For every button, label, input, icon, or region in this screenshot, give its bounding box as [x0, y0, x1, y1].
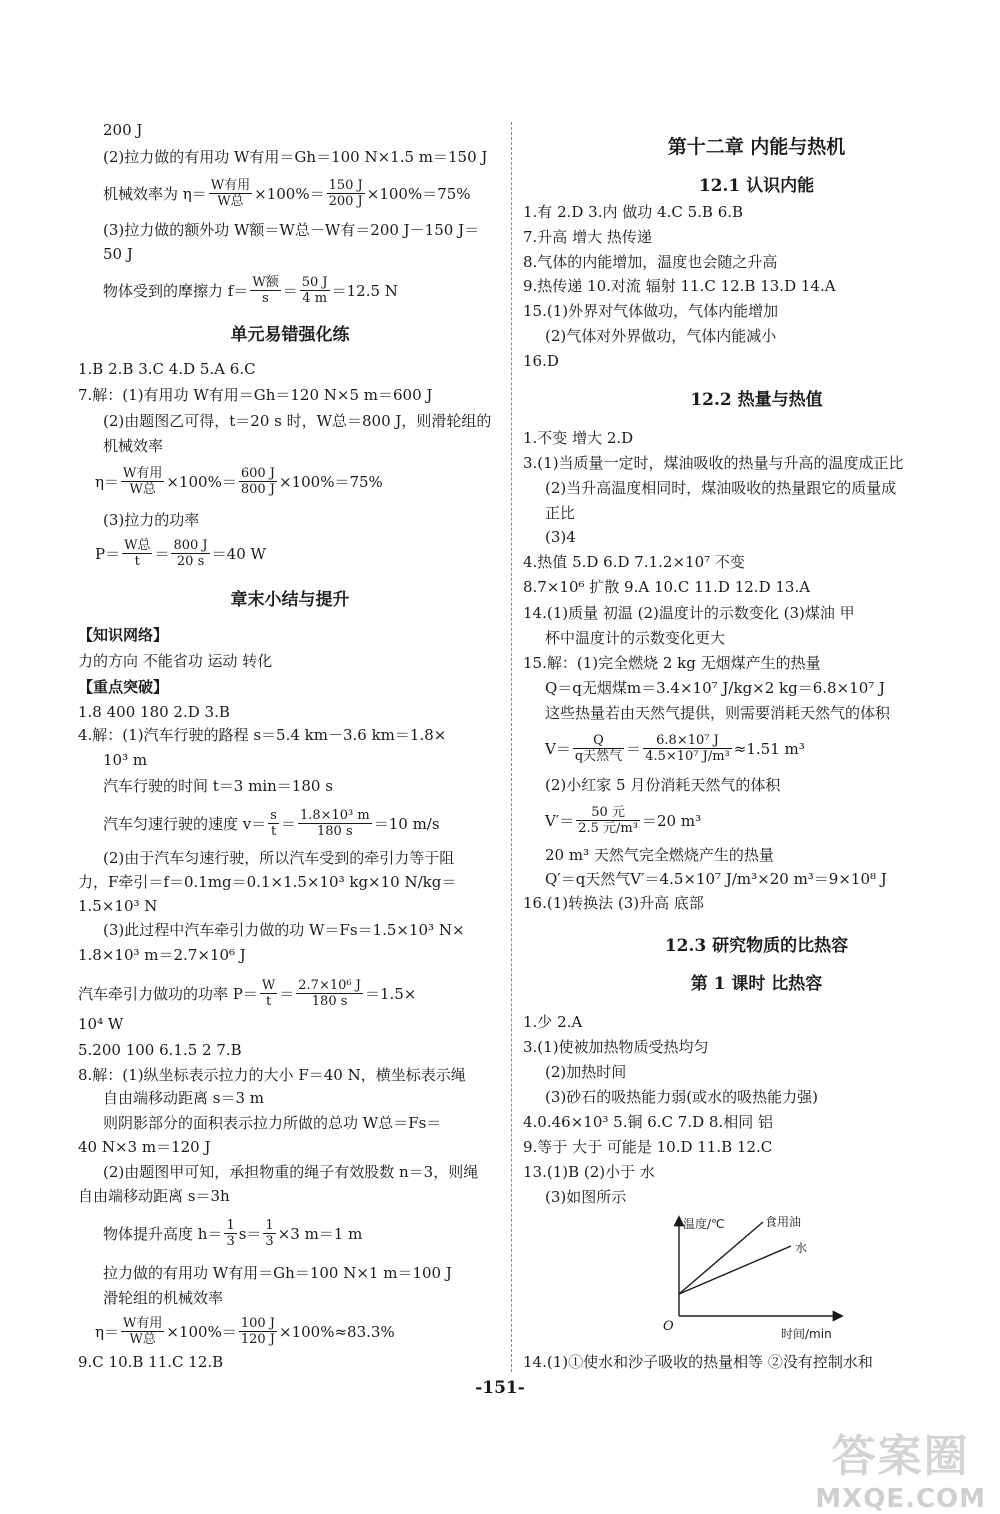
fraction: [300, 275, 330, 306]
text-line: 1.B 2.B 3.C 4.D 5.A 6.C: [78, 360, 256, 378]
text-line: 200 J: [103, 121, 143, 139]
text-line: 14.(1)①使水和沙子吸收的热量相等 ②没有控制水和: [523, 1353, 873, 1371]
denominator: W总: [217, 194, 244, 209]
formula-line: [103, 275, 398, 306]
text-line: 16.(1)转换法 (3)升高 底部: [523, 894, 704, 912]
page-number: -151-: [475, 1378, 525, 1398]
text-line: (3)4: [545, 528, 576, 546]
formula-part: ≈1.51 m³: [733, 739, 805, 758]
text-line: 机械效率: [103, 437, 164, 455]
formula-part: ×100%≈83.3%: [279, 1322, 395, 1341]
denominator: 3: [226, 1234, 235, 1249]
numerator: W有用: [123, 466, 163, 481]
text-line: 8.解：(1)纵坐标表示拉力的大小 F＝40 N，横坐标表示绳: [78, 1066, 466, 1084]
formula-part: ＝: [626, 739, 642, 758]
fraction: [643, 733, 732, 764]
denominator: 180 s: [311, 994, 348, 1009]
chapter-title: 第十二章 内能与热机: [667, 136, 846, 158]
text-line: (3)此过程中汽车牵引力做的功 W＝Fs＝1.5×10³ N×: [103, 921, 465, 939]
text-line: (2)由于汽车匀速行驶，所以汽车受到的牵引力等于阻: [103, 849, 455, 867]
text-line: Q′＝q天然气V′＝4.5×10⁷ J/m³×20 m³＝9×10⁸ J: [545, 870, 887, 888]
denominator: q天然气: [574, 749, 623, 764]
text-line: 50 J: [103, 245, 133, 263]
denominator: 180 s: [317, 824, 353, 839]
water-label: 水: [795, 1241, 808, 1255]
formula-part: η＝: [95, 1322, 119, 1341]
formula-part: 物体提升高度 h＝: [103, 1224, 223, 1243]
formula-part: V＝: [545, 739, 571, 758]
numerator: 1: [226, 1218, 235, 1233]
formula-part: ＝12.5 N: [331, 281, 398, 300]
formula-part: ＝20 m³: [641, 811, 702, 830]
fraction: [239, 1316, 277, 1347]
numerator: W有用: [123, 1316, 163, 1331]
formula-part: ＝40 W: [211, 544, 266, 563]
x-axis-label: 时间/min: [781, 1327, 832, 1341]
formula-part: ×100%＝: [166, 472, 237, 491]
text-line: (2)拉力做的有用功 W有用＝Gh＝100 N×1.5 m＝150 J: [103, 148, 488, 166]
formula-part: V′＝: [545, 811, 575, 830]
text-line: 力的方向 不能省功 运动 转化: [78, 652, 273, 670]
numerator: 150 J: [328, 178, 363, 193]
watermark-title: 答案圈: [831, 1431, 970, 1482]
fraction: [209, 178, 252, 209]
denominator: 4.5×10⁷ J/m³: [645, 749, 730, 764]
text-line: 8.气体的内能增加，温度也会随之升高: [523, 253, 778, 271]
temperature-time-graph: [653, 1212, 853, 1344]
denominator: t: [134, 554, 140, 569]
formula-part: ＝10 m/s: [373, 814, 440, 833]
denominator: 3: [265, 1234, 274, 1249]
text-line: 1.8 400 180 2.D 3.B: [78, 703, 230, 721]
numerator: W有用: [210, 178, 251, 193]
denominator: 120 J: [240, 1332, 275, 1347]
text-line: (2)由题图乙可得，t＝20 s 时，W总＝800 J，则滑轮组的: [103, 412, 492, 430]
text-line: 1.有 2.D 3.内 做功 4.C 5.B 6.B: [523, 203, 744, 221]
text-line: 7.解：(1)有用功 W有用＝Gh＝120 N×5 m＝600 J: [78, 386, 433, 404]
formula-part: ＝1.5×: [364, 984, 417, 1003]
numerator: 2.7×10⁶ J: [298, 978, 361, 993]
formula-line: [545, 733, 805, 764]
text-line: (3)拉力的功率: [103, 511, 200, 529]
text-line: 10⁴ W: [78, 1015, 124, 1033]
fraction: [239, 466, 277, 497]
text-line: 9.C 10.B 11.C 12.B: [78, 1353, 224, 1371]
formula-line: [103, 808, 440, 839]
fraction: [268, 808, 279, 839]
text-line: 3.(1)当质量一定时，煤油吸收的热量与升高的温度成正比: [523, 454, 904, 472]
formula-line: [545, 805, 701, 836]
text-line: 这些热量若由天然气提供，则需要消耗天然气的体积: [545, 704, 891, 722]
text-line: 自由端移动距离 s＝3h: [78, 1187, 230, 1205]
column-divider: [511, 122, 512, 1372]
fraction: [122, 538, 152, 569]
numerator: W总: [124, 538, 151, 553]
text-line: Q＝q无烟煤m＝3.4×10⁷ J/kg×2 kg＝6.8×10⁷ J: [545, 679, 886, 697]
tag-label: 【知识网络】: [78, 626, 169, 644]
numerator: s: [270, 808, 277, 823]
denominator: t: [270, 824, 277, 839]
section-title: 单元易错强化练: [230, 325, 350, 345]
watermark-logo: [815, 1420, 986, 1514]
text-line: 10³ m: [103, 751, 148, 769]
fraction: [260, 978, 277, 1009]
text-line: 汽车行驶的时间 t＝3 min＝180 s: [103, 777, 333, 795]
tag-label: 【重点突破】: [78, 678, 169, 696]
text-line: 自由端移动距离 s＝3 m: [103, 1089, 265, 1107]
section-title: 12.3 研究物质的比热容: [664, 936, 849, 956]
text-line: (2)小红家 5 月份消耗天然气的体积: [545, 776, 781, 794]
formula-part: ×100%＝75%: [279, 472, 383, 491]
denominator: W总: [129, 482, 156, 497]
denominator: 2.5 元/m³: [578, 821, 638, 836]
text-line: 1.8×10³ m＝2.7×10⁶ J: [78, 946, 246, 964]
formula-part: ×100%＝75%: [366, 184, 471, 203]
text-line: 4.解：(1)汽车行驶的路程 s＝5.4 km－3.6 km＝1.8×: [78, 726, 447, 744]
numerator: 50 元: [576, 805, 640, 821]
formula-part: P＝: [95, 544, 121, 563]
text-line: (2)由题图甲可知，承担物重的绳子有效股数 n＝3，则绳: [103, 1163, 479, 1181]
formula-part: ×100%＝: [254, 184, 325, 203]
text-line: 13.(1)B (2)小于 水: [523, 1163, 655, 1181]
numerator: 1: [265, 1218, 274, 1233]
fraction: [250, 275, 280, 306]
denominator: t: [265, 994, 272, 1009]
numerator: 6.8×10⁷ J: [643, 733, 732, 749]
denominator: 800 J: [240, 482, 275, 497]
text-line: 4.0.46×10³ 5.铜 6.C 7.D 8.相同 铝: [523, 1113, 773, 1131]
text-line: 8.7×10⁶ 扩散 9.A 10.C 11.D 12.D 13.A: [523, 578, 811, 596]
text-line: (2)气体对外界做功，气体内能减小: [545, 327, 777, 345]
text-line: 力，F牵引＝f＝0.1mg＝0.1×1.5×10³ kg×10 N/kg＝: [78, 873, 457, 891]
text-line: 1.不变 增大 2.D: [523, 429, 634, 447]
text-line: 9.等于 大于 可能是 10.D 11.B 12.C: [523, 1138, 773, 1156]
fraction: [298, 808, 372, 839]
fraction: [573, 733, 624, 764]
formula-part: 物体受到的摩擦力 f＝: [103, 281, 249, 300]
denominator: W总: [129, 1332, 156, 1347]
numerator: W额: [252, 275, 279, 290]
text-line: 拉力做的有用功 W有用＝Gh＝100 N×1 m＝100 J: [103, 1264, 452, 1282]
formula-line: [103, 178, 471, 209]
text-line: 5.200 100 6.1.5 2 7.B: [78, 1041, 242, 1059]
numerator: W: [261, 978, 276, 993]
formula-part: ＝: [154, 544, 170, 563]
numerator: 50 J: [301, 275, 328, 290]
lesson-title: 第 1 课时 比热容: [690, 974, 823, 994]
formula-line: [95, 1316, 395, 1347]
watermark-url: MXQE.COM: [815, 1484, 986, 1514]
origin-label: O: [663, 1319, 674, 1334]
fraction: [121, 466, 164, 497]
fraction: [327, 178, 365, 209]
section-title: 章末小结与提升: [230, 590, 350, 610]
text-line: 则阴影部分的面积表示拉力所做的总功 W总＝Fs＝: [103, 1114, 442, 1132]
section-title: 12.2 热量与热值: [690, 390, 823, 410]
fraction: [263, 1218, 275, 1249]
numerator: 1.8×10³ m: [299, 808, 370, 823]
text-line: 滑轮组的机械效率: [103, 1289, 224, 1307]
formula-part: s＝: [238, 1224, 262, 1243]
fraction: [224, 1218, 236, 1249]
text-line: 1.5×10³ N: [78, 897, 158, 915]
text-line: (2)加热时间: [545, 1063, 627, 1081]
formula-line: [103, 1218, 362, 1249]
formula-line: [95, 466, 383, 497]
text-line: 20 m³ 天然气完全燃烧产生的热量: [545, 846, 774, 864]
formula-part: ×100%＝: [166, 1322, 237, 1341]
numerator: 600 J: [240, 466, 275, 481]
fraction: [171, 538, 209, 569]
text-line: 正比: [545, 504, 576, 522]
formula-part: 汽车匀速行驶的速度 v＝: [103, 814, 267, 833]
text-line: 16.D: [523, 352, 559, 370]
formula-part: ＝: [280, 814, 296, 833]
formula-line: [95, 538, 266, 569]
text-line: 15.解：(1)完全燃烧 2 kg 无烟煤产生的热量: [523, 654, 821, 672]
text-line: (3)砂石的吸热能力弱(或水的吸热能力强): [545, 1088, 818, 1106]
text-line: 7.升高 增大 热传递: [523, 228, 652, 246]
text-line: 15.(1)外界对气体做功，气体内能增加: [523, 302, 779, 320]
denominator: s: [262, 291, 269, 306]
text-line: 杯中温度计的示数变化更大: [545, 629, 726, 647]
formula-part: ＝: [279, 984, 295, 1003]
y-axis-label: 温度/℃: [683, 1217, 725, 1231]
text-line: 14.(1)质量 初温 (2)温度计的示数变化 (3)煤油 甲: [523, 604, 855, 622]
denominator: 20 s: [176, 554, 205, 569]
text-line: (3)如图所示: [545, 1188, 627, 1206]
text-line: 40 N×3 m＝120 J: [78, 1138, 211, 1156]
fraction: [576, 805, 640, 836]
oil-line: [679, 1222, 763, 1294]
formula-part: 机械效率为 η＝: [103, 184, 207, 203]
numerator: 800 J: [173, 538, 208, 553]
text-line: 3.(1)使被加热物质受热均匀: [523, 1038, 709, 1056]
section-title: 12.1 认识内能: [698, 176, 815, 196]
denominator: 200 J: [328, 194, 363, 209]
water-line: [679, 1246, 791, 1294]
text-line: (2)当升高温度相同时，煤油吸收的热量跟它的质量成: [545, 479, 897, 497]
formula-part: η＝: [95, 472, 119, 491]
text-line: (3)拉力做的额外功 W额＝W总－W有＝200 J－150 J＝: [103, 221, 480, 239]
numerator: 100 J: [240, 1316, 275, 1331]
text-line: 9.热传递 10.对流 辐射 11.C 12.B 13.D 14.A: [523, 277, 836, 295]
formula-part: ＝: [282, 281, 298, 300]
oil-label: 食用油: [765, 1215, 802, 1229]
text-line: 4.热值 5.D 6.D 7.1.2×10⁷ 不变: [523, 553, 745, 571]
formula-line: [78, 978, 416, 1009]
denominator: 4 m: [302, 291, 328, 306]
fraction: [121, 1316, 164, 1347]
numerator: Q: [573, 733, 624, 749]
text-line: 1.少 2.A: [523, 1013, 583, 1031]
formula-part: 汽车牵引力做功的功率 P＝: [78, 984, 258, 1003]
fraction: [296, 978, 363, 1009]
formula-part: ×3 m＝1 m: [277, 1224, 363, 1243]
